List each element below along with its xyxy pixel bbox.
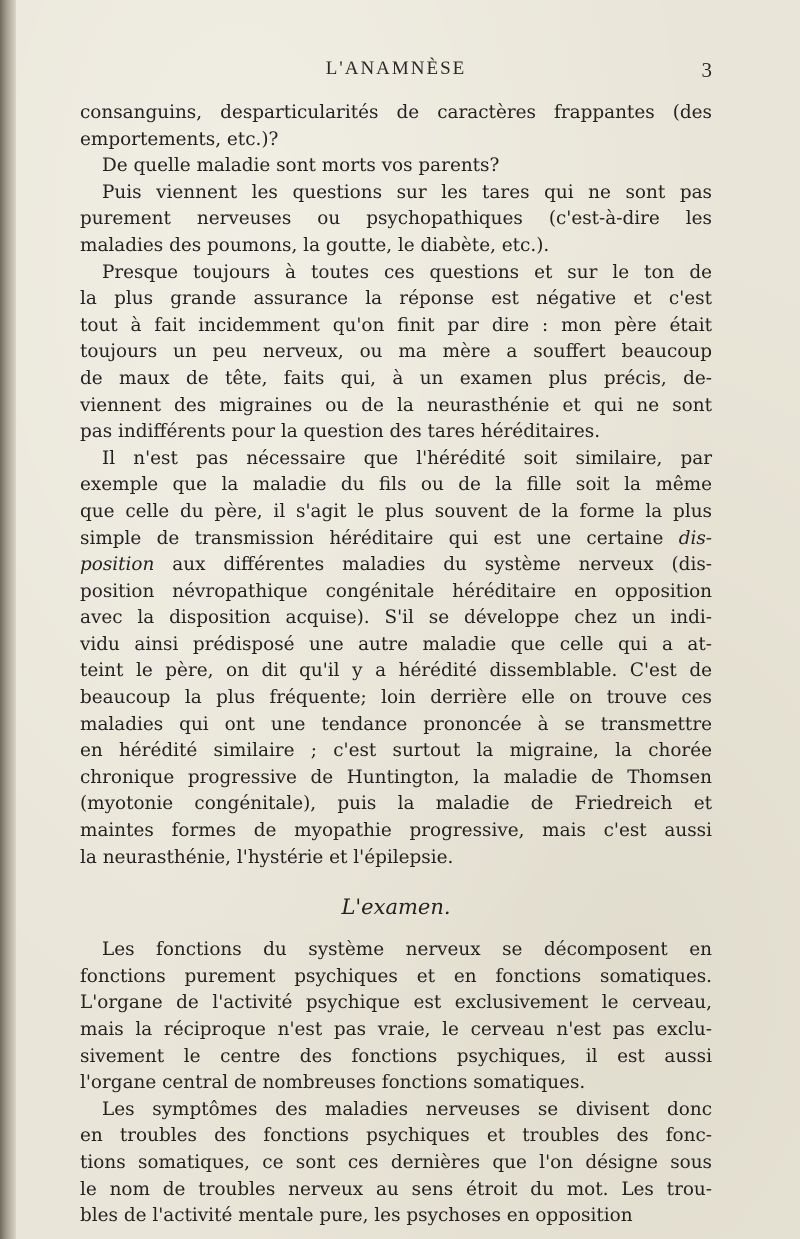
text-segment: sivement le centre des fonctions psychiques, il est aussi: [80, 1045, 712, 1067]
text-line: [80, 127, 712, 154]
text-segment: pas indifférents pour la question des tares héréditaires.: [80, 421, 601, 443]
text-segment: le nom de troubles nerveux au sens étroit du mot. Les trou-: [80, 1178, 712, 1200]
text-segment: mais la réciproque n'est pas vraie, le cerveau n'est pas exclu-: [80, 1019, 712, 1040]
text-segment: beaucoup la plus fréquente; loin derrière elle on trouve ces: [80, 687, 712, 709]
text-segment: position névropathique congénitale héréditaire en opposition: [80, 580, 712, 602]
text-segment: l'organe central de nombreuses fonctions somatiques.: [80, 1072, 586, 1094]
text-segment: aux différentes maladies du système nerveux (dis-: [154, 554, 712, 576]
text-segment: purement nerveuses ou psychopathiques (c'est-à-dire les: [80, 208, 712, 230]
page-header: [80, 58, 712, 92]
text-segment: simple de transmission héréditaire qui est une certaine: [80, 527, 679, 549]
text-line: [80, 366, 712, 393]
text-line: [80, 738, 712, 765]
paragraph: [80, 1097, 712, 1230]
text-line: [80, 446, 712, 473]
text-line: [80, 964, 712, 991]
text-segment: vidu ainsi prédisposé une autre maladie que celle qui a at-: [80, 633, 712, 655]
text-line: [80, 1070, 712, 1097]
text-segment: la neurasthénie, l'hystérie et l'épilepsie.: [80, 846, 454, 868]
text-segment: en troubles des fonctions psychiques et troubles des fonc-: [80, 1125, 712, 1147]
text-segment: Presque toujours à toutes ces questions et sur le ton de: [102, 261, 712, 283]
text-line: [80, 180, 712, 207]
text-line: [80, 286, 712, 313]
text-line: [80, 937, 712, 964]
text-line: [80, 632, 712, 659]
paragraph: [80, 937, 712, 1097]
section-heading: L'examen.: [341, 895, 451, 920]
paragraph: [80, 100, 712, 153]
text-segment: L'organe de l'activité psychique est exclusivement le cerveau,: [80, 992, 712, 1014]
page-number: 3: [701, 58, 712, 82]
text-line: [80, 579, 712, 606]
italic-text: position: [80, 554, 155, 576]
text-segment: consanguins, desparticularités de caractères frappantes (des: [80, 102, 712, 123]
text-segment: De quelle maladie sont morts vos parents?: [102, 155, 500, 177]
text-segment: fonctions purement psychiques et en fonctions somatiques.: [80, 965, 712, 987]
text-part-after-heading: [80, 937, 712, 1230]
text-line: [80, 552, 712, 579]
text-line: [80, 419, 712, 446]
text-line: [80, 1150, 712, 1177]
text-line: [80, 605, 712, 632]
text-segment: teint le père, on dit qu'il y a hérédité dissemblable. C'est de: [80, 660, 712, 682]
text-line: [80, 1123, 712, 1150]
text-segment: toujours un peu nerveux, ou ma mère a souffert beaucoup: [80, 341, 712, 363]
text-line: [80, 526, 712, 553]
text-line: [80, 233, 712, 260]
text-line: [80, 206, 712, 233]
paragraph: [80, 260, 712, 446]
text-segment: en hérédité similaire ; c'est surtout la migraine, la chorée: [80, 740, 712, 762]
body-text: [80, 100, 712, 1230]
text-segment: viennent des migraines ou de la neurasthénie et qui ne sont: [80, 394, 712, 416]
text-segment: la plus grande assurance la réponse est négative et c'est: [80, 288, 712, 310]
text-line: [80, 100, 712, 127]
text-line: [80, 1044, 712, 1071]
text-line: [80, 1203, 712, 1230]
paragraph: [80, 180, 712, 260]
text-line: [80, 339, 712, 366]
text-line: [80, 791, 712, 818]
text-segment: que celle du père, il s'agit le plus souvent de la forme la plus: [80, 500, 712, 522]
text-line: [80, 1017, 712, 1044]
text-line: [80, 1097, 712, 1124]
text-segment: tout à fait incidemment qu'on finit par dire : mon père était: [80, 314, 712, 336]
text-segment: bles de l'activité mentale pure, les psychoses en opposition: [80, 1205, 633, 1227]
book-spine-shadow: [0, 0, 16, 1239]
text-line: [80, 685, 712, 712]
text-segment: tions somatiques, ce sont ces dernières que l'on désigne sous: [80, 1151, 712, 1173]
text-line: [80, 658, 712, 685]
text-segment: Les symptômes des maladies nerveuses se divisent donc: [102, 1098, 712, 1120]
text-line: [80, 845, 712, 872]
text-line: [80, 393, 712, 420]
text-line: [80, 818, 712, 845]
text-line: [80, 472, 712, 499]
italic-text: dis-: [678, 527, 712, 549]
paragraph: [80, 153, 712, 180]
text-segment: maladies des poumons, la goutte, le diabète, etc.).: [80, 234, 550, 256]
running-title: L'ANAMNÈSE: [325, 58, 467, 79]
text-line: [80, 153, 712, 180]
text-segment: de maux de tête, faits qui, à un examen plus précis, de-: [80, 367, 712, 389]
text-segment: Les fonctions du système nerveux se décomposent en: [102, 939, 712, 961]
text-segment: avec la disposition acquise). S'il se développe chez un indi-: [80, 607, 712, 629]
text-segment: Il n'est pas nécessaire que l'hérédité soit similaire, par: [102, 447, 712, 469]
text-line: [80, 313, 712, 340]
text-line: [80, 1177, 712, 1204]
text-line: [80, 712, 712, 739]
text-segment: maintes formes de myopathie progressive, mais c'est aussi: [80, 820, 712, 842]
text-line: [80, 990, 712, 1017]
text-part-before-heading: [80, 100, 712, 871]
text-segment: maladies qui ont une tendance prononcée à se transmettre: [80, 713, 712, 735]
paragraph: [80, 446, 712, 872]
text-segment: exemple que la maladie du fils ou de la fille soit la même: [80, 474, 712, 496]
text-line: [80, 499, 712, 526]
text-line: [80, 765, 712, 792]
text-line: [80, 260, 712, 287]
text-segment: chronique progressive de Huntington, la maladie de Thomsen: [80, 766, 712, 788]
text-segment: Puis viennent les questions sur les tares qui ne sont pas: [102, 181, 712, 203]
text-segment: emportements, etc.)?: [80, 128, 279, 150]
text-segment: (myotonie congénitale), puis la maladie de Friedreich et: [80, 793, 712, 815]
